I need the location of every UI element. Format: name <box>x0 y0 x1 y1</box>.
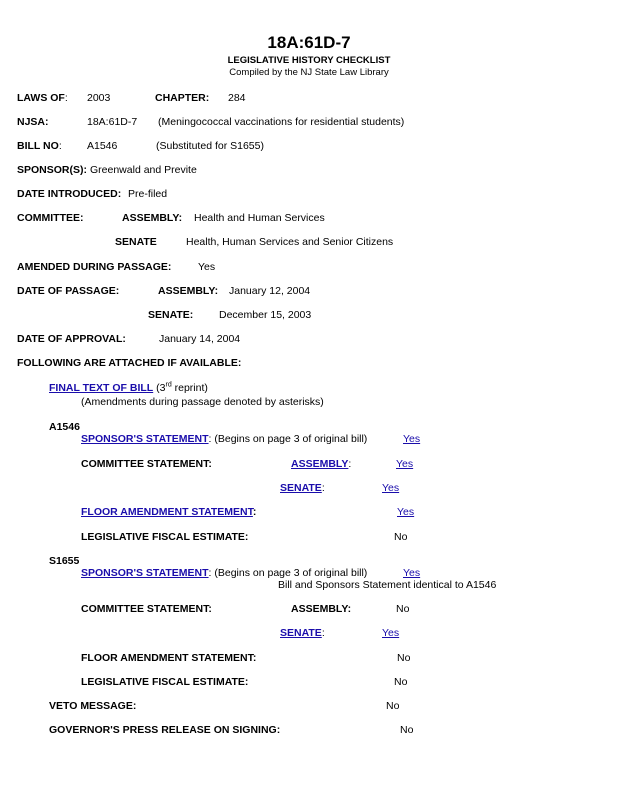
a1546-assembly-yes-link[interactable]: Yes <box>396 458 414 470</box>
page-title: 18A:61D-7 <box>267 33 351 52</box>
s1655-floor-value: No <box>397 652 411 664</box>
sponsors-label: SPONSOR(S): <box>17 164 88 176</box>
laws-of-label: LAWS OF: <box>17 92 68 104</box>
amended-value: Yes <box>198 261 216 273</box>
laws-of-value: 2003 <box>87 92 111 104</box>
committee-label: COMMITTEE: <box>17 212 84 224</box>
committee-assembly-label: ASSEMBLY: <box>122 212 183 224</box>
a1546-floor-amendment-link[interactable]: FLOOR AMENDMENT STATEMENT <box>81 506 253 518</box>
chapter-value: 284 <box>228 92 246 104</box>
s1655-heading: S1655 <box>49 555 80 567</box>
njsa-value: 18A:61D-7 <box>87 116 138 128</box>
passage-label: DATE OF PASSAGE: <box>17 285 120 297</box>
s1655-fiscal-label: LEGISLATIVE FISCAL ESTIMATE: <box>81 676 249 688</box>
passage-assembly-value: January 12, 2004 <box>229 285 311 297</box>
s1655-fiscal-value: No <box>394 676 408 688</box>
a1546-fiscal-label: LEGISLATIVE FISCAL ESTIMATE: <box>81 531 249 543</box>
a1546-assembly-line: ASSEMBLY: <box>291 458 352 470</box>
committee-senate-value: Health, Human Services and Senior Citizens <box>186 236 394 248</box>
s1655-committee-label: COMMITTEE STATEMENT: <box>81 603 212 615</box>
s1655-assembly-label: ASSEMBLY: <box>291 603 352 615</box>
approval-value: January 14, 2004 <box>159 333 241 345</box>
committee-senate-label: SENATE <box>115 236 157 248</box>
final-text-line: FINAL TEXT OF BILL (3rd reprint) <box>49 381 208 394</box>
s1655-senate-link[interactable]: SENATE <box>280 627 322 639</box>
a1546-sponsor-statement-link[interactable]: SPONSOR'S STATEMENT <box>81 433 209 445</box>
a1546-floor-line: FLOOR AMENDMENT STATEMENT: <box>81 506 257 518</box>
veto-value: No <box>386 700 400 712</box>
s1655-senate-line: SENATE: <box>280 627 325 639</box>
njsa-description: (Meningococcal vaccinations for residential students) <box>158 116 405 128</box>
attached-heading: FOLLOWING ARE ATTACHED IF AVAILABLE: <box>17 357 242 369</box>
bill-no-label: BILL NO: <box>17 140 62 152</box>
approval-label: DATE OF APPROVAL: <box>17 333 126 345</box>
bill-no-note: (Substituted for S1655) <box>156 140 264 152</box>
checklist-subtitle: LEGISLATIVE HISTORY CHECKLIST <box>227 55 391 66</box>
a1546-committee-label: COMMITTEE STATEMENT: <box>81 458 212 470</box>
date-introduced-value: Pre-filed <box>128 188 168 200</box>
s1655-floor-label: FLOOR AMENDMENT STATEMENT: <box>81 652 257 664</box>
njsa-label: NJSA: <box>17 116 49 128</box>
s1655-senate-yes-link[interactable]: Yes <box>382 627 400 639</box>
chapter-label: CHAPTER: <box>155 92 210 104</box>
passage-assembly-label: ASSEMBLY: <box>158 285 219 297</box>
final-text-link[interactable]: FINAL TEXT OF BILL <box>49 382 154 394</box>
bill-no-value: A1546 <box>87 140 118 152</box>
press-release-value: No <box>400 724 414 736</box>
a1546-senate-line: SENATE: <box>280 482 325 494</box>
a1546-senate-link[interactable]: SENATE <box>280 482 322 494</box>
a1546-sponsor-yes-link[interactable]: Yes <box>403 433 421 445</box>
s1655-identical-note: Bill and Sponsors Statement identical to A1546 <box>278 579 497 591</box>
compiled-by: Compiled by the NJ State Law Library <box>229 67 389 78</box>
final-text-note: (Amendments during passage denoted by asterisks) <box>81 396 324 408</box>
sponsors-value: Greenwald and Previte <box>90 164 197 176</box>
passage-senate-label: SENATE: <box>148 309 194 321</box>
s1655-sponsor-line: SPONSOR'S STATEMENT: (Begins on page 3 of original bill) <box>81 567 368 579</box>
a1546-heading: A1546 <box>49 421 80 433</box>
a1546-assembly-link[interactable]: ASSEMBLY <box>291 458 349 470</box>
s1655-sponsor-yes-link[interactable]: Yes <box>403 567 421 579</box>
s1655-sponsor-statement-link[interactable]: SPONSOR'S STATEMENT <box>81 567 209 579</box>
veto-label: VETO MESSAGE: <box>49 700 137 712</box>
a1546-sponsor-line: SPONSOR'S STATEMENT: (Begins on page 3 of original bill) <box>81 433 368 445</box>
press-release-label: GOVERNOR'S PRESS RELEASE ON SIGNING: <box>49 724 281 736</box>
date-introduced-label: DATE INTRODUCED: <box>17 188 122 200</box>
a1546-senate-yes-link[interactable]: Yes <box>382 482 400 494</box>
s1655-assembly-value: No <box>396 603 410 615</box>
passage-senate-value: December 15, 2003 <box>219 309 312 321</box>
committee-assembly-value: Health and Human Services <box>194 212 325 224</box>
a1546-floor-yes-link[interactable]: Yes <box>397 506 415 518</box>
a1546-fiscal-value: No <box>394 531 408 543</box>
amended-label: AMENDED DURING PASSAGE: <box>17 261 172 273</box>
